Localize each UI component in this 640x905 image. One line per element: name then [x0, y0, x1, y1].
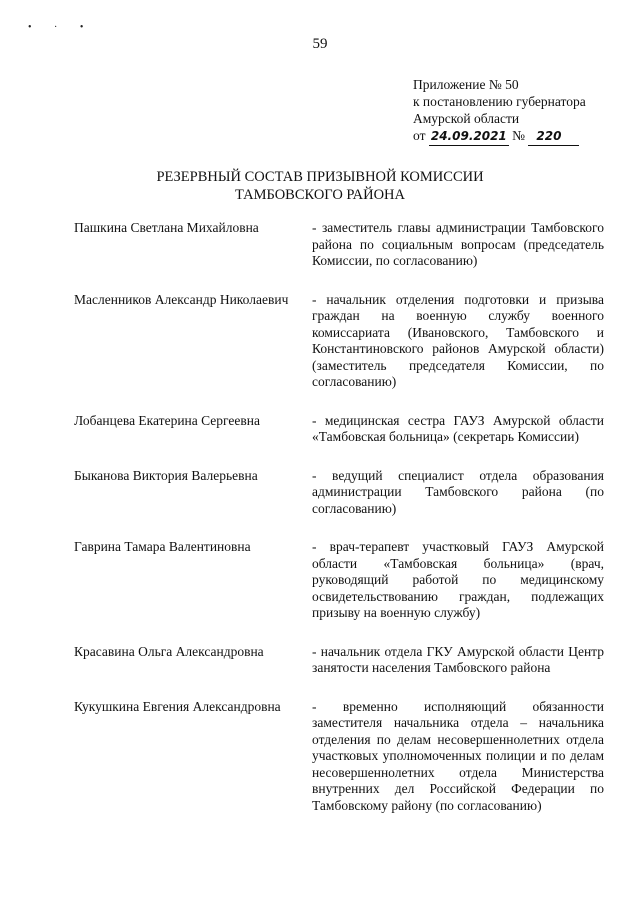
member-row: [74, 644, 614, 677]
member-name: Лобанцева Екатерина Сергеевна: [74, 412, 260, 428]
title-line-1: РЕЗЕРВНЫЙ СОСТАВ ПРИЗЫВНОЙ КОМИССИИ: [156, 169, 484, 185]
handwritten-date: 24.09.2021: [429, 128, 509, 146]
member-role: - временно исполняющий обязанности заместителя начальника отдела – начальника отделения по делам несовершеннолетних отдела участковых уполномоченных полиции и по делам несовершеннолетних отдела Министерства внутренних дел Российской Федерации по Тамбовскому району (по согласованию): [312, 698, 604, 813]
member-role: - врач-терапевт участковый ГАУЗ Амурской области «Тамбовская больница» (врач, руководящий работой по медицинскому освидетельствованию граждан, подлежащих призыву на военную службу): [312, 539, 604, 620]
member-role: - медицинская сестра ГАУЗ Амурской области «Тамбовская больница» (секретарь Комиссии): [312, 412, 604, 444]
members-list: [74, 220, 614, 836]
appendix-line-3: Амурской области: [413, 111, 520, 126]
member-name: Гаврина Тамара Валентиновна: [74, 539, 251, 554]
member-role: - ведущий специалист отдела образования администрации Тамбовского района (по согласованию): [312, 467, 604, 516]
member-name: Масленников Александр Николаевич: [74, 291, 289, 307]
member-row: [74, 413, 614, 446]
member-role: - заместитель главы администрации Тамбовского района по социальным вопросам (председатель Комиссии, по согласованию): [312, 220, 604, 268]
member-name: Красавина Ольга Александровна: [74, 643, 264, 659]
appendix-date-line: [413, 127, 613, 146]
member-row: [74, 699, 614, 815]
member-row: [74, 468, 614, 518]
appendix-line-1: Приложение № 50: [413, 77, 519, 92]
handwritten-number: 220: [528, 128, 579, 146]
page-number: 59: [312, 36, 328, 52]
member-role: - начальник отделения подготовки и призыва граждан на военную службу военного комиссариата (Ивановского, Тамбовского и Константиновского районов Амурской области) (заместитель председателя Комиссии, по согласованию): [312, 291, 604, 389]
member-row: [74, 292, 614, 391]
appendix-line-2: к постановлению губернатора: [413, 94, 586, 109]
title-line-2: ТАМБОВСКОГО РАЙОНА: [234, 187, 405, 203]
document-title: [0, 168, 640, 204]
member-role: - начальник отдела ГКУ Амурской области Центр занятости населения Тамбовского района: [312, 643, 604, 675]
member-name: Быканова Виктория Валерьевна: [74, 467, 258, 483]
member-name: Кукушкина Евгения Александровна: [74, 698, 281, 714]
member-row: [74, 539, 614, 622]
member-name: Пашкина Светлана Михайловна: [74, 220, 259, 235]
member-row: [74, 220, 614, 270]
scan-specks: • · •: [28, 22, 94, 33]
number-prefix: №: [512, 128, 526, 143]
date-prefix: от: [413, 128, 426, 143]
appendix-block: [413, 76, 613, 146]
